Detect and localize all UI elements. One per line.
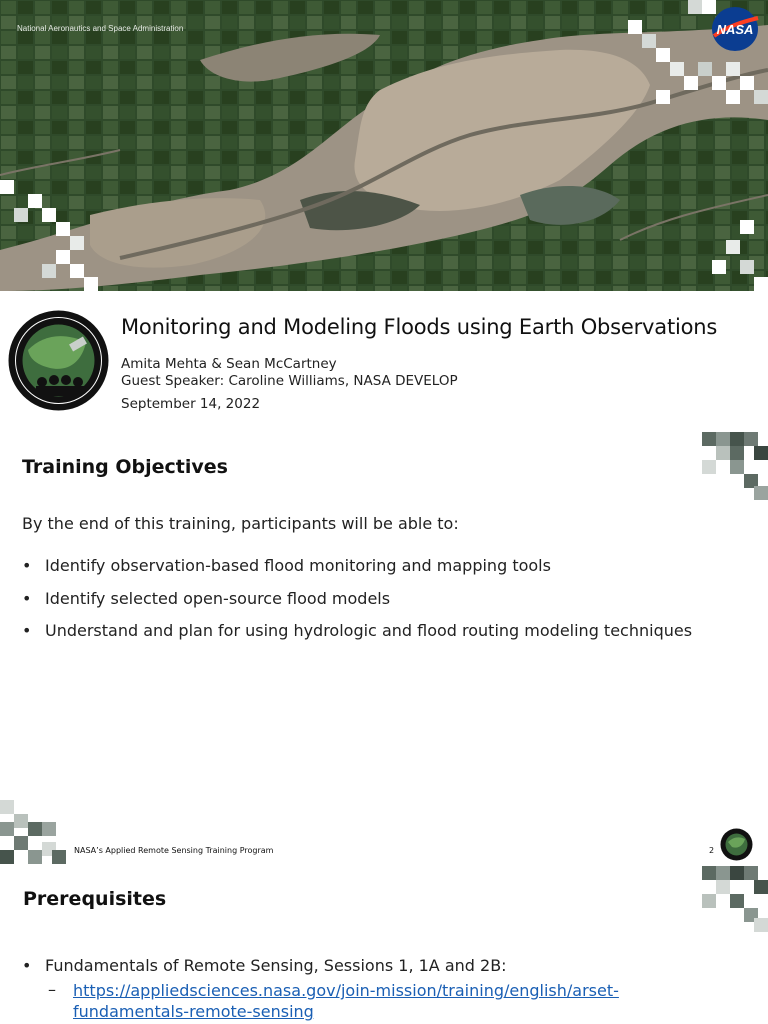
page-number: 2	[709, 846, 715, 855]
agency-label: National Aeronautics and Space Administration	[17, 24, 184, 33]
objectives-intro: By the end of this training, participants will be able to:	[22, 514, 459, 533]
nasa-logo-icon	[710, 6, 760, 52]
dash-icon: –	[48, 980, 56, 999]
pixel-pattern-left	[0, 180, 100, 291]
nasa-logo-text: NASA	[716, 22, 754, 37]
author-block	[121, 356, 458, 390]
footer-program-name: NASA’s Applied Remote Sensing Training Program	[74, 846, 274, 855]
list-item: • Identify selected open-source flood models	[22, 588, 391, 608]
bullet-icon: •	[22, 621, 32, 640]
authors: Amita Mehta & Sean McCartney	[121, 356, 337, 372]
training-objectives-heading: Training Objectives	[22, 456, 228, 478]
arset-mini-logo-icon	[720, 828, 753, 861]
flood-satellite-image	[0, 0, 768, 291]
prerequisites-heading: Prerequisites	[23, 888, 167, 910]
bullet-icon: •	[22, 956, 32, 975]
pixel-pattern-bottom-right	[700, 220, 768, 291]
objectives-list	[22, 556, 692, 654]
guest-speaker: Guest Speaker: Caroline Williams, NASA DEVELOP	[121, 373, 458, 389]
list-item: • Understand and plan for using hydrologic and flood routing modeling techniques	[22, 621, 693, 640]
bullet-icon: •	[22, 588, 32, 608]
pixel-pattern-footer-left	[0, 800, 66, 864]
presentation-date: September 14, 2022	[121, 396, 261, 412]
prerequisite-link[interactable]: https://appliedsciences.nasa.gov/join-mission/training/english/arset-fundamentals-remote-sensing	[73, 981, 619, 1021]
pixel-pattern-objectives	[702, 432, 768, 500]
presentation-title: Monitoring and Modeling Floods using Earth Observations	[121, 315, 718, 339]
pixel-pattern-prerequisites	[702, 866, 768, 932]
bullet-icon: •	[22, 556, 32, 575]
list-item: • Fundamentals of Remote Sensing, Sessions 1, 1A and 2B:	[22, 956, 507, 975]
arset-logo-icon	[8, 310, 109, 411]
list-item: • Identify observation-based flood monitoring and mapping tools	[22, 556, 551, 575]
